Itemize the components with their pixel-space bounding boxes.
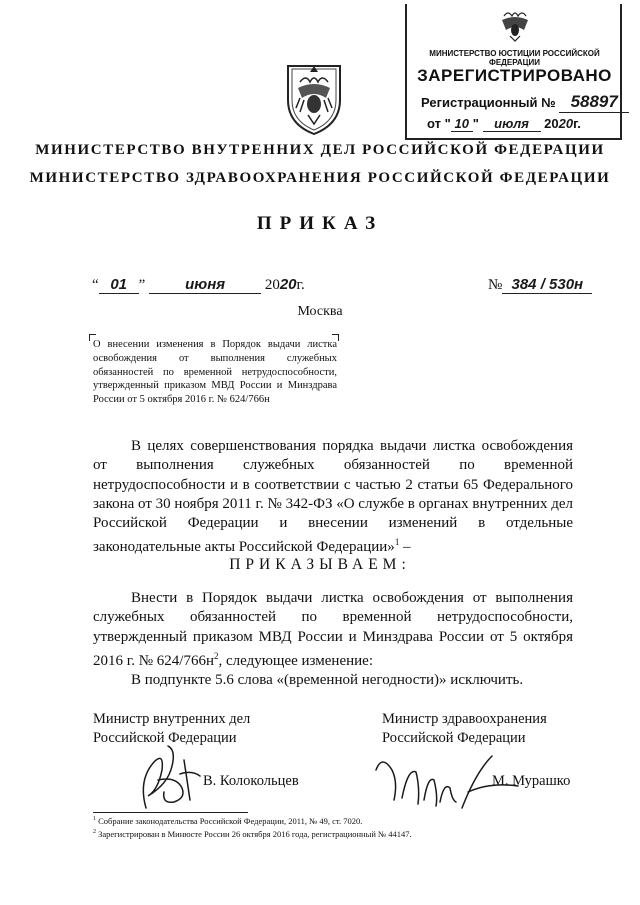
stamp-date-suffix: г. bbox=[573, 116, 581, 131]
signature-left bbox=[128, 740, 208, 812]
amendment-text: В подпункте 5.6 слова «(временной негодности)» исключить. bbox=[131, 672, 524, 689]
command-heading: ПРИКАЗЫВАЕМ: bbox=[229, 556, 411, 573]
signatory-left-title-line-1: Министр внутренних дел bbox=[93, 711, 251, 727]
footnote-1 bbox=[93, 816, 362, 826]
stamp-registration-number: 58897 bbox=[559, 92, 629, 113]
stamp-emblem bbox=[496, 8, 534, 42]
operative-text: Внести в Порядок выдачи листка освобождения от выполнения служебных обязанностей по временной нетрудоспособности, утвержденный приказом МВД России и Минздрава России от 5 октября 2016 г. № 624/766н bbox=[93, 590, 573, 669]
stamp-registration-line bbox=[421, 92, 629, 113]
ministry-interior-heading: МИНИСТЕРСТВО ВНУТРЕННИХ ДЕЛ РОССИЙСКОЙ ФЕДЕРАЦИИ bbox=[35, 142, 605, 158]
registration-stamp bbox=[405, 4, 622, 140]
footnote-rule bbox=[93, 812, 248, 813]
operative-clause bbox=[93, 589, 573, 690]
preamble bbox=[93, 437, 573, 558]
operative-end: , следующее изменение: bbox=[218, 652, 373, 669]
stamp-date-year-prefix: 20 bbox=[544, 116, 559, 131]
order-date-year-prefix: 20 bbox=[264, 277, 280, 293]
signatory-right-title-line-1: Министр здравоохранения bbox=[382, 711, 547, 727]
footnote-2-mark: 2 bbox=[93, 829, 96, 836]
order-date-month: июня bbox=[149, 276, 261, 294]
preamble-text: В целях совершенствования порядка выдачи листка освобождения от выполнения служебных обязанностей по временной нетрудоспособности и в соответствии с частью 2 статьи 65 Федерального закона от 30 ноября 2011 г. № 342-ФЗ «О службе в органах внутренних дел Российской Федерации и внесении изменений в отдельные законодательные акты Российской Федерации» bbox=[93, 438, 573, 556]
order-date: “ 01 ” июня 2020г. bbox=[92, 276, 305, 293]
stamp-date-prefix: от " bbox=[427, 116, 451, 131]
footnote-2-text: Зарегистрирован в Минюсте России 26 октября 2016 года, регистрационный № 44147. bbox=[96, 829, 412, 839]
ministry-health-heading: МИНИСТЕРСТВО ЗДРАВООХРАНЕНИЯ РОССИЙСКОЙ ФЕДЕРАЦИИ bbox=[29, 170, 611, 186]
footnote-ref-2: 2 bbox=[213, 650, 219, 661]
stamp-date-month: июля bbox=[483, 116, 541, 132]
order-date-day: 01 bbox=[99, 276, 139, 294]
footnote-1-text: Собрание законодательства Российской Федерации, 2011, № 49, ст. 7020. bbox=[96, 816, 363, 826]
signatory-left-name: В. Колокольцев bbox=[203, 773, 299, 789]
document-type-title: ПРИКАЗ bbox=[256, 213, 384, 234]
stamp-date-line: от " 10 " июля 2020г. bbox=[427, 116, 581, 131]
footnote-ref-1: 1 bbox=[394, 537, 400, 548]
stamp-ministry: МИНИСТЕРСТВО ЮСТИЦИИ РОССИЙСКОЙ ФЕДЕРАЦИИ bbox=[429, 49, 600, 67]
city: Москва bbox=[297, 304, 343, 319]
order-subject: О внесении изменения в Порядок выдачи листка освобождения от выполнения служебных обязанностей по временной нетрудоспособности, утвержденный приказом МВД России и Минздрава России от 5 октября 2016 г. № 624/766н bbox=[93, 339, 337, 406]
signatory-left-title-line-2: Российской Федерации bbox=[93, 730, 237, 746]
order-number-prefix: № bbox=[488, 277, 503, 293]
signatory-right-name: М. Мурашко bbox=[492, 773, 571, 789]
footnote-1-mark: 1 bbox=[93, 816, 96, 823]
order-number-value: 384 / 530н bbox=[502, 276, 592, 294]
stamp-date-day: 10 bbox=[451, 116, 473, 132]
order-date-year-suffix: 20 bbox=[279, 276, 297, 293]
signatory-right-title-line-2: Российской Федерации bbox=[382, 730, 526, 746]
stamp-date-year-suffix: 20 bbox=[558, 116, 574, 131]
order-number bbox=[488, 276, 592, 294]
stamp-registration-label: Регистрационный № bbox=[421, 95, 556, 110]
signatory-right-title bbox=[382, 710, 547, 748]
coat-of-arms-emblem bbox=[278, 60, 350, 138]
order-date-year-end: г. bbox=[296, 277, 305, 293]
footnote-2 bbox=[93, 829, 412, 839]
preamble-end: – bbox=[399, 539, 411, 556]
stamp-title: ЗАРЕГИСТРИРОВАНО bbox=[417, 66, 612, 85]
